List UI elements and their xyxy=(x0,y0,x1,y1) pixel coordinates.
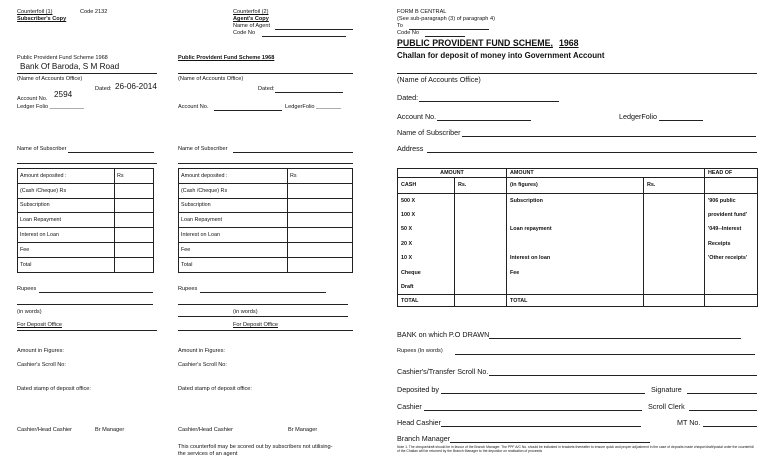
footnote: Note 1. The cheque/draft should be in favour of the Branch Manager. The PPF A/C No. should be indicated in brackets thereafter to ensure quick and proper adjustment in the case of deposits made cheque/draft/postal order the counterfoil of the Challan will be returned by the Branch Manager to the depositor on realisation of proceeds xyxy=(397,445,754,454)
table-cell: Fee xyxy=(507,265,644,279)
table-row xyxy=(179,169,353,184)
accounts-office-line xyxy=(397,73,757,74)
scheme-title: Public Provident Fund Scheme 1968 xyxy=(17,55,108,61)
table-cell xyxy=(115,213,154,228)
table-cell: Subscription xyxy=(507,193,644,208)
table-cell xyxy=(455,193,507,208)
subscriber-extra-line xyxy=(178,163,353,164)
table-cell xyxy=(507,208,644,222)
dated-label: Dated: xyxy=(95,86,112,92)
table-cell xyxy=(115,198,154,213)
table-cell: (Cash /Cheque) Rs xyxy=(179,183,288,198)
table-cell xyxy=(644,237,705,251)
divider xyxy=(17,330,157,331)
table-cell: 50 X xyxy=(398,222,455,236)
challan-subtitle: Challan for deposit of money into Government Account xyxy=(397,51,605,60)
table-cell xyxy=(705,265,758,279)
table-cell xyxy=(288,228,353,243)
amount-table xyxy=(178,168,353,273)
table-cell: (Cash /Cheque) Rs xyxy=(18,183,115,198)
table-cell xyxy=(705,280,758,295)
subscriber-name-line xyxy=(233,152,353,153)
account-no-label: Account No. xyxy=(17,96,48,102)
total-label-2: TOTAL xyxy=(507,295,644,307)
table-row xyxy=(179,213,353,228)
subscriber-name-label: Name of Subscriber xyxy=(17,146,67,152)
header-amount-figures: AMOUNT xyxy=(507,169,705,178)
table-cell: '906 public xyxy=(705,193,758,208)
table-cell xyxy=(705,295,758,307)
table-cell: Loan Repayment xyxy=(179,213,288,228)
rupees-label: Rupees xyxy=(178,286,198,292)
head-cashier-label: Head Cashier xyxy=(397,418,441,427)
table-cell: 20 X xyxy=(398,237,455,251)
bank-drawn-line xyxy=(489,338,741,339)
table-row xyxy=(18,198,154,213)
mt-no-label: MT No. xyxy=(677,418,701,427)
account-no-line xyxy=(214,110,282,111)
subscriber-name-line xyxy=(462,136,756,137)
table-cell: 10 X xyxy=(398,251,455,265)
accounts-office-label: (Name of Accounts Office) xyxy=(17,76,83,82)
to-line xyxy=(409,29,489,30)
table-cell xyxy=(115,183,154,198)
subheader-head-of-blank xyxy=(705,177,758,193)
subscriber-name-label: Name of Subscriber xyxy=(397,128,461,137)
table-cell: provident fund' xyxy=(705,208,758,222)
table-cell xyxy=(644,265,705,279)
table-row xyxy=(179,183,353,198)
divider xyxy=(178,330,353,331)
table-cell xyxy=(507,280,644,295)
rupees-words-line xyxy=(455,354,755,355)
subheader-in-figures: (in figures) xyxy=(507,177,644,193)
table-cell: Interest on Loan xyxy=(18,228,115,243)
table-cell xyxy=(644,208,705,222)
table-row xyxy=(398,222,758,236)
rupees-line xyxy=(39,292,153,293)
table-row xyxy=(179,198,353,213)
rupees-words-label: Rupees (In words) xyxy=(397,348,443,354)
table-cell: '049--Interest xyxy=(705,222,758,236)
table-cell xyxy=(644,222,705,236)
dated-label: Dated: xyxy=(397,93,419,102)
cashier-line xyxy=(424,410,642,411)
table-cell: Cheque xyxy=(398,265,455,279)
amount-in-figures-label: Amount in Figures: xyxy=(17,348,64,354)
table-cell xyxy=(288,242,353,257)
address-line xyxy=(427,152,757,153)
footer-note-line-1: This counterfoil may be scored out by subscribers not utilising- xyxy=(178,444,333,450)
bank-drawn-label: BANK on which P.O DRAWN xyxy=(397,330,490,339)
table-cell xyxy=(644,193,705,208)
table-row xyxy=(179,257,353,272)
table-row xyxy=(398,237,758,251)
accounts-office-line xyxy=(178,73,353,74)
account-no-label: Account No. xyxy=(178,104,209,110)
table-cell: 500 X xyxy=(398,193,455,208)
deposited-by-line xyxy=(441,393,645,394)
subheader-rs: Rs. xyxy=(455,177,507,193)
in-words-label: (in words) xyxy=(233,309,258,315)
dated-label: Dated: xyxy=(258,86,275,92)
manager-label: Br Manager xyxy=(95,427,125,433)
manager-label: Br Manager xyxy=(288,427,318,433)
in-words-line xyxy=(178,316,348,317)
copy-title: Subscriber's Copy xyxy=(17,16,67,22)
footer-note-line-2: the services of an agent xyxy=(178,451,238,457)
see-paragraph-label: (See sub-paragraph (3) of paragraph 4) xyxy=(397,16,495,22)
cashier-label: Cashier xyxy=(397,402,422,411)
bank-name-value: Bank Of Baroda, S M Road xyxy=(20,62,120,71)
table-cell xyxy=(644,251,705,265)
table-cell: Subscription xyxy=(18,198,115,213)
table-row xyxy=(18,228,154,243)
table-cell: Fee xyxy=(18,242,115,257)
table-row xyxy=(18,242,154,257)
table-cell: Rs xyxy=(288,169,353,184)
scroll-clerk-line xyxy=(689,410,757,411)
table-row xyxy=(179,228,353,243)
table-row xyxy=(398,208,758,222)
table-cell xyxy=(644,295,705,307)
table-cell xyxy=(455,280,507,295)
stamp-label: Dated stamp of deposit office: xyxy=(178,386,252,392)
amount-in-figures-label: Amount in Figures: xyxy=(178,348,225,354)
table-cell: Total xyxy=(18,257,115,272)
subscriber-name-line xyxy=(68,152,154,153)
amount-table xyxy=(17,168,154,273)
table-cell xyxy=(644,280,705,295)
code-no-line xyxy=(425,36,465,37)
table-cell: Amount deposited : xyxy=(18,169,115,184)
account-no-line xyxy=(437,120,531,121)
to-label: To xyxy=(397,23,403,29)
subheader-cash: CASH xyxy=(398,177,455,193)
table-cell: Subscription xyxy=(179,198,288,213)
table-cell: Loan repayment xyxy=(507,222,644,236)
branch-manager-line xyxy=(450,442,650,443)
table-cell xyxy=(115,242,154,257)
stamp-label: Dated stamp of deposit office: xyxy=(17,386,91,392)
table-cell: Draft xyxy=(398,280,455,295)
dated-value: 26-06-2014 xyxy=(115,82,157,91)
subscriber-name-label: Name of Subscriber xyxy=(178,146,228,152)
subheader-rs-2: Rs. xyxy=(644,177,705,193)
table-cell xyxy=(455,208,507,222)
table-row xyxy=(179,242,353,257)
ledger-folio-line xyxy=(659,120,703,121)
table-cell xyxy=(455,237,507,251)
table-cell: 'Other receipts' xyxy=(705,251,758,265)
agent-name-label: Name of Agent xyxy=(233,23,271,29)
table-row xyxy=(398,251,758,265)
transfer-scroll-label: Cashier's/Transfer Scroll No. xyxy=(397,367,489,376)
scheme-year: 1968 xyxy=(559,38,579,48)
total-label: TOTAL xyxy=(398,295,455,307)
table-cell: Loan Repayment xyxy=(18,213,115,228)
rupees-line xyxy=(200,292,326,293)
table-cell: Fee xyxy=(179,242,288,257)
dated-line xyxy=(419,101,559,102)
header-head-of: HEAD OF xyxy=(705,169,758,178)
scheme-title: Public Provident Fund Scheme 1968 xyxy=(178,55,275,61)
table-cell: Interest on loan xyxy=(507,251,644,265)
signature-label: Signature xyxy=(651,385,682,394)
table-cell xyxy=(455,295,507,307)
table-cell xyxy=(288,198,353,213)
counterfoil-label: Counterfoil (2) xyxy=(233,9,269,15)
table-row xyxy=(18,183,154,198)
accounts-office-label: (Name of Accounts Office) xyxy=(178,76,244,82)
table-header-row xyxy=(398,169,758,178)
scroll-no-label: Cashier's Scroll No: xyxy=(178,362,227,368)
rupees-extra-line xyxy=(178,304,348,305)
table-cell xyxy=(507,237,644,251)
rupees-extra-line xyxy=(17,304,153,305)
table-cell xyxy=(288,183,353,198)
signature-line xyxy=(687,393,757,394)
table-cell: Receipts xyxy=(705,237,758,251)
table-cell xyxy=(288,213,353,228)
bank-name-line xyxy=(17,73,157,74)
table-cell xyxy=(288,257,353,272)
deposited-by-label: Deposited by xyxy=(397,385,439,394)
table-cell xyxy=(455,265,507,279)
account-no-label: Account No. xyxy=(397,112,437,121)
table-cell: 100 X xyxy=(398,208,455,222)
for-deposit-office: For Deposit Office xyxy=(233,322,278,328)
agent-name-line xyxy=(275,29,353,30)
header-amount-cash: AMOUNT xyxy=(398,169,507,178)
code-label: Code 2132 xyxy=(80,9,108,15)
scheme-title: PUBLIC PROVIDENT FUND SCHEME, xyxy=(397,38,553,48)
table-row xyxy=(398,265,758,279)
cashier-label: Cashier/Head Cashier xyxy=(178,427,234,433)
transfer-scroll-line xyxy=(489,375,757,376)
ledger-folio-label: Ledger Folio ___________ xyxy=(17,104,84,110)
scroll-no-label: Cashier's Scroll No: xyxy=(17,362,66,368)
amount-breakdown-table xyxy=(397,168,758,307)
table-row xyxy=(18,257,154,272)
copy-title: Agent's Copy xyxy=(233,16,269,22)
scroll-clerk-label: Scroll Clerk xyxy=(648,402,685,411)
cashier-label: Cashier/Head Cashier xyxy=(17,427,73,433)
table-subheader-row xyxy=(398,177,758,193)
code-no-label: Code No xyxy=(397,30,420,36)
table-total-row xyxy=(398,295,758,307)
in-words-label: (in words) xyxy=(17,309,42,315)
table-row xyxy=(18,213,154,228)
table-cell xyxy=(115,228,154,243)
mt-no-line xyxy=(703,426,757,427)
table-row xyxy=(398,280,758,295)
code-no-label: Code No xyxy=(233,30,256,36)
head-cashier-line xyxy=(441,426,641,427)
subscriber-extra-line xyxy=(17,163,157,164)
table-row xyxy=(398,193,758,208)
ledger-folio-label: LedgerFolio ________ xyxy=(285,104,341,110)
table-cell: Amount deposited : xyxy=(179,169,288,184)
table-cell: Total xyxy=(179,257,288,272)
code-no-line xyxy=(262,36,346,37)
table-cell xyxy=(455,251,507,265)
table-cell: Interest on Loan xyxy=(179,228,288,243)
table-cell xyxy=(115,257,154,272)
dated-line xyxy=(275,92,343,93)
counterfoil-label: Counterfoil (1) xyxy=(17,9,53,15)
table-cell: Rs xyxy=(115,169,154,184)
address-label: Address xyxy=(397,144,424,153)
branch-manager-label: Branch Manager xyxy=(397,434,451,443)
ledger-folio-label: LedgerFolio xyxy=(619,112,657,121)
for-deposit-office: For Deposit Office xyxy=(17,322,62,328)
accounts-office-label: (Name of Accounts Office) xyxy=(397,75,481,84)
form-label: FORM B CENTRAL xyxy=(397,9,447,15)
table-cell xyxy=(455,222,507,236)
rupees-label: Rupees xyxy=(17,286,37,292)
account-no-value: 2594 xyxy=(54,90,73,99)
table-row xyxy=(18,169,154,184)
